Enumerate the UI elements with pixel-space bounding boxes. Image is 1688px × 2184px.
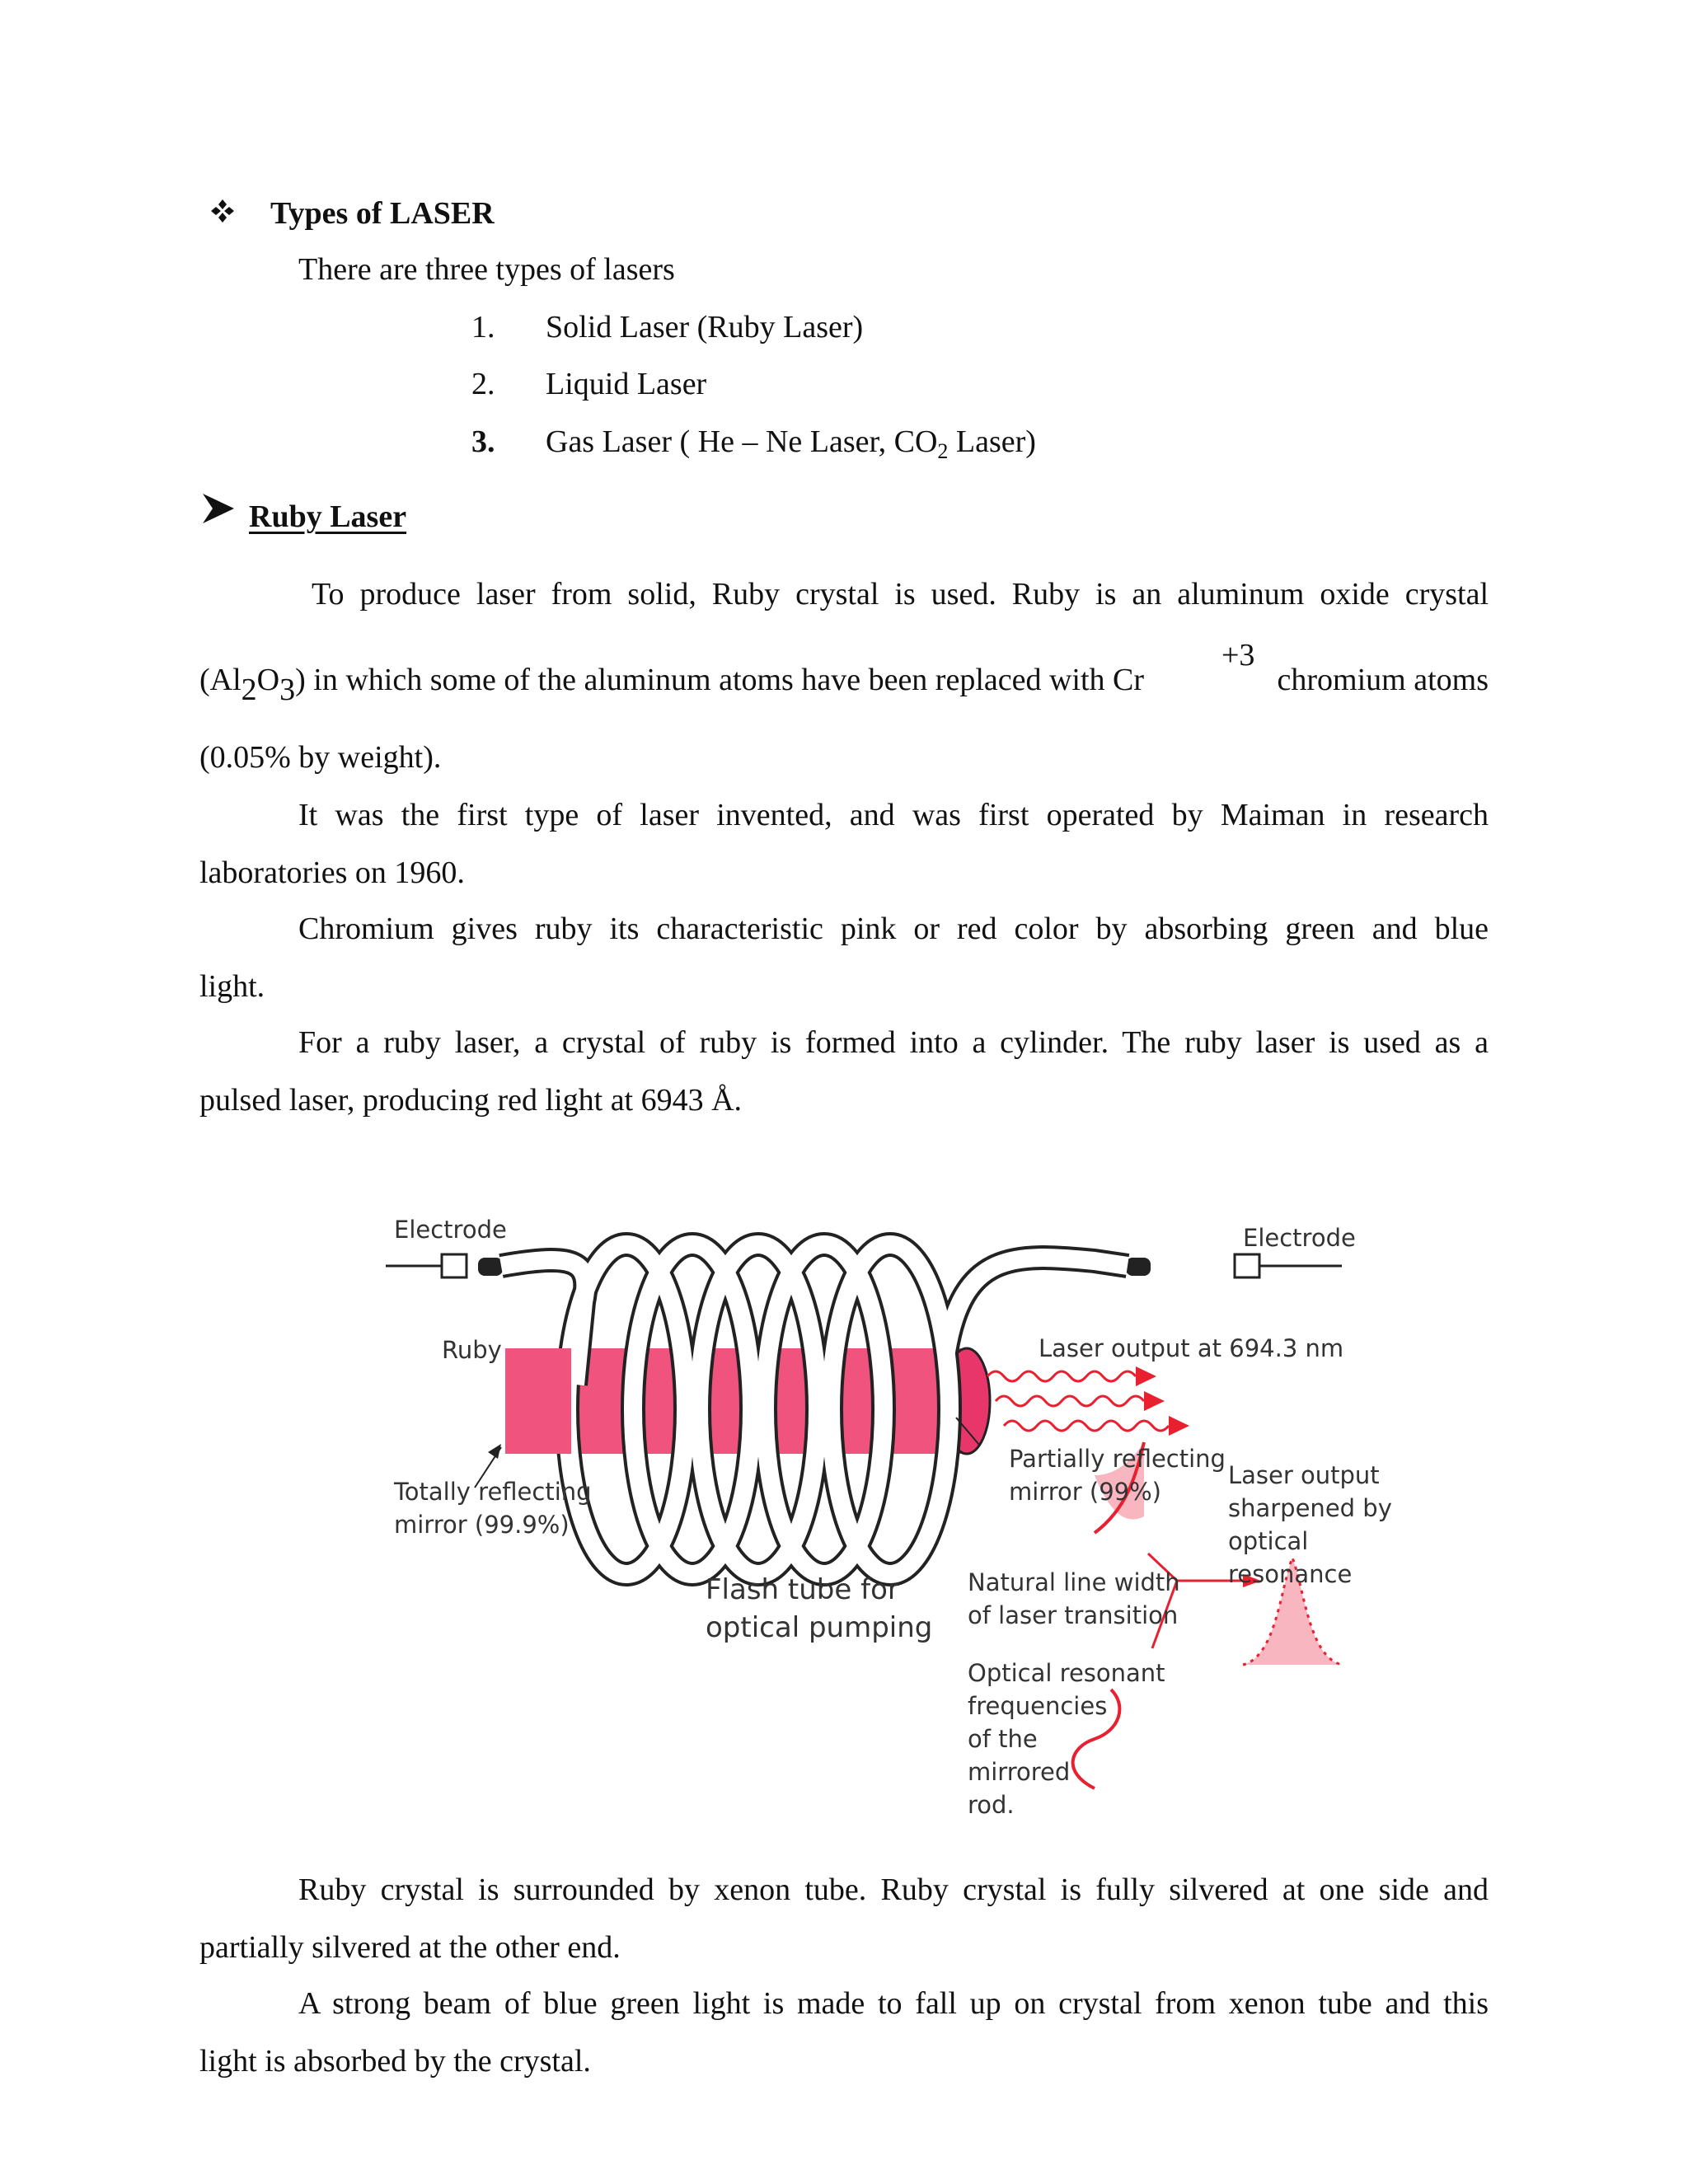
types-intro: There are three types of lasers	[298, 252, 675, 287]
para4-line2: pulsed laser, producing red light at 6943 Å.	[199, 1083, 743, 1118]
ruby-label: Ruby	[442, 1336, 502, 1364]
flash-tube-label-1: Flash tube for	[706, 1573, 899, 1606]
para1-line1: To produce laser from solid, Ruby crystal is used. Ruby is an aluminum oxide crystal	[312, 577, 1489, 612]
para1-line3: (0.05% by weight).	[199, 740, 442, 775]
resonant-label-3: of the	[968, 1725, 1038, 1753]
sharpened-label-4: resonance	[1228, 1560, 1353, 1588]
partial-mirror-label-1: Partially reflecting	[1009, 1445, 1226, 1473]
resonant-label-4: mirrored	[968, 1758, 1071, 1786]
list-number-2: 2.	[471, 367, 495, 401]
para5-line2: partially silvered at the other end.	[199, 1930, 621, 1965]
para6-line2: light is absorbed by the crystal.	[199, 2044, 591, 2079]
para3-line2: light.	[199, 969, 265, 1004]
para2-line2: laboratories on 1960.	[199, 855, 465, 890]
para4-line1: For a ruby laser, a crystal of ruby is formed into a cylinder. The ruby laser is used as a	[298, 1025, 1489, 1060]
para1-line2: (Al2O3) in which some of the aluminum atoms have been replaced with Cr +3 chromium atoms	[199, 638, 1489, 707]
arrowhead-bullet-icon	[201, 492, 236, 525]
cr-superscript: +3	[1221, 638, 1255, 673]
para3-line1: Chromium gives ruby its characteristic pink or red color by absorbing green and blue	[298, 912, 1489, 946]
types-heading: Types of LASER	[270, 196, 495, 231]
resonant-label-5: rod.	[968, 1791, 1015, 1819]
list-item-1: Solid Laser (Ruby Laser)	[546, 310, 864, 344]
laser-output-label: Laser output at 694.3 nm	[1039, 1334, 1344, 1362]
left-electrode-terminal	[442, 1254, 467, 1277]
list-item-2: Liquid Laser	[546, 367, 707, 401]
electrode-right-label: Electrode	[1243, 1224, 1356, 1252]
flash-tube-label-2: optical pumping	[706, 1611, 933, 1644]
diamond-bullet-icon	[209, 198, 236, 224]
ruby-heading: Ruby Laser	[249, 499, 407, 534]
left-electrode-cap	[478, 1258, 503, 1276]
list-number-1: 1.	[471, 310, 495, 344]
resonant-label-2: frequencies	[968, 1692, 1108, 1720]
sharpened-label-2: sharpened by	[1228, 1494, 1392, 1522]
electrode-left-label: Electrode	[394, 1216, 507, 1244]
list-item-3: Gas Laser ( He – Ne Laser, $CO_2$ Laser)	[546, 424, 1036, 463]
ruby-rod-visible-left	[505, 1348, 571, 1454]
list-number-3: 3.	[471, 424, 495, 459]
para5-line1: Ruby crystal is surrounded by xenon tube. Ruby crystal is fully silvered at one side and	[298, 1872, 1489, 1907]
right-electrode-cap	[1126, 1258, 1151, 1276]
right-electrode-terminal	[1235, 1254, 1259, 1277]
resonant-label-1: Optical resonant	[968, 1659, 1165, 1687]
natural-line-label-1: Natural line width	[968, 1568, 1180, 1596]
para6-line1: A strong beam of blue green light is made to fall up on crystal from xenon tube and this	[298, 1986, 1489, 2021]
sharpened-label-3: optical	[1228, 1527, 1309, 1555]
total-mirror-label-2: mirror (99.9%)	[394, 1511, 570, 1539]
natural-line-label-2: of laser transition	[968, 1601, 1179, 1629]
para2-line1: It was the first type of laser invented, and was first operated by Maiman in research	[298, 798, 1489, 832]
total-mirror-label-1: Totally reflecting	[394, 1478, 592, 1506]
ruby-laser-diagram	[386, 1203, 1392, 1830]
sharpened-label-1: Laser output	[1228, 1461, 1380, 1489]
partial-mirror-label-2: mirror (99%)	[1009, 1478, 1161, 1506]
